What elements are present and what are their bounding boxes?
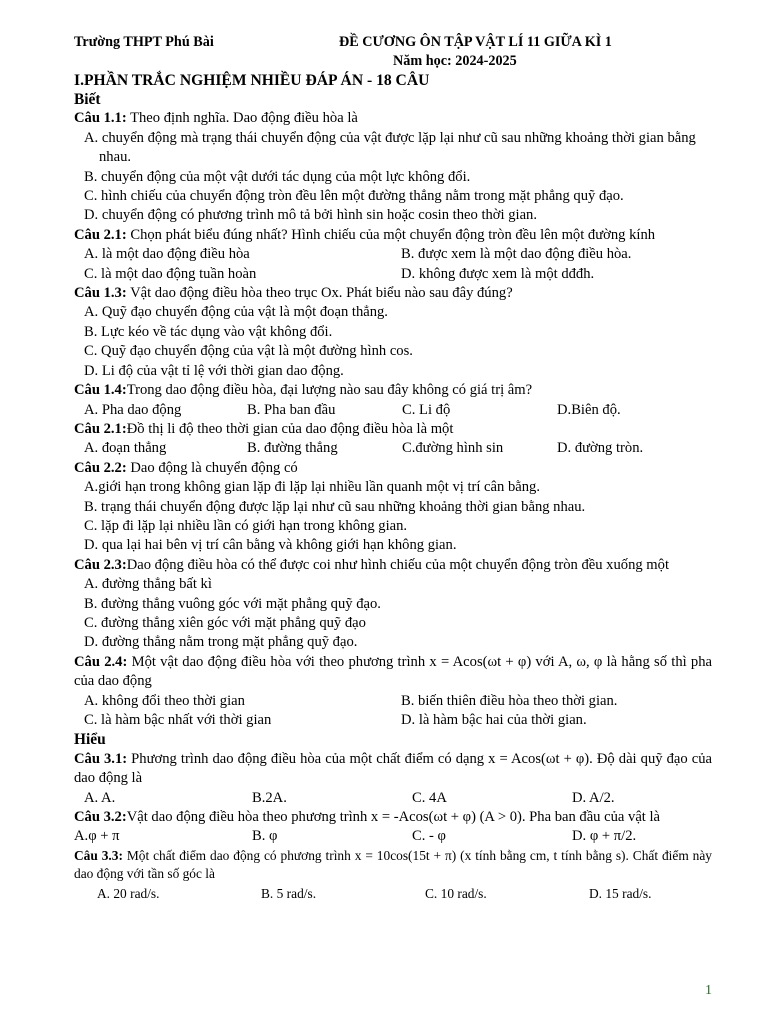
question-text: Đồ thị li độ theo thời gian của dao động điều hòa là một <box>126 420 454 437</box>
question-label: Câu 3.3: <box>74 847 123 863</box>
question-label: Câu 1.3: <box>74 285 127 302</box>
answer-option: D. Li độ của vật tỉ lệ với thời gian dao động. <box>84 362 344 379</box>
question <box>74 847 712 883</box>
question <box>74 459 712 478</box>
question-text: Một chất điểm dao động có phương trình x = 10cos(15t + π) (x tính bằng cm, t tính bằng s). Chất điểm này dao động với tần số góc là <box>74 847 712 881</box>
answer-option: C. hình chiếu của chuyển động tròn đều lên một đường thẳng nằm trong mặt phẳng quỹ đạo. <box>84 188 624 205</box>
answer-option: B. đường thẳng vuông góc với mặt phẳng quỹ đạo. <box>84 595 381 612</box>
question-label: Câu 1.1: <box>74 110 127 127</box>
question-text: Vật dao động điều hòa theo trục Ox. Phát biểu nào sau đây đúng? <box>126 285 513 302</box>
answer-option: D.Biên độ. <box>557 401 621 418</box>
answer-row <box>74 692 712 711</box>
answer-option: D. đường thẳng nằm trong mặt phẳng quỹ đạo. <box>84 634 358 651</box>
answer-option: B. φ <box>252 828 278 845</box>
answer-option: C. - φ <box>412 828 446 845</box>
question <box>74 226 712 245</box>
answer-option: C. 10 rad/s. <box>425 885 487 901</box>
answer-option: B. Pha ban đầu <box>247 401 336 418</box>
answer-option: B. Lực kéo về tác dụng vào vật không đổi. <box>84 323 333 340</box>
answer-option: C. Quỹ đạo chuyển động của vật là một đường hình cos. <box>84 343 413 360</box>
answer-option: C. 4A <box>412 789 447 806</box>
answer-option: A. A. <box>84 789 116 806</box>
question-text: Dao động là chuyển động có <box>126 459 298 476</box>
answer-option: A. đường thẳng bất kì <box>84 576 212 593</box>
question-label: Câu 2.4: <box>74 653 128 670</box>
answer-option: A.giới hạn trong không gian lặp đi lặp lại nhiều lần quanh một vị trí cân bằng. <box>84 479 540 496</box>
document-page <box>74 33 712 905</box>
question <box>74 808 712 827</box>
answer-option: C. Li độ <box>402 401 451 418</box>
answer-option: C. là hàm bậc nhất với thời gian <box>84 712 272 728</box>
answer-option: A. 20 rad/s. <box>97 885 160 901</box>
answer-option: C. lặp đi lặp lại nhiều lần có giới hạn trong không gian. <box>84 517 408 534</box>
answer-option: D. A/2. <box>572 789 615 806</box>
answer-option: B. trạng thái chuyển động được lặp lại như cũ sau những khoảng thời gian bằng nhau. <box>84 498 586 515</box>
question-label: Câu 3.2: <box>74 809 127 826</box>
question <box>74 420 712 439</box>
answer-option: D. 15 rad/s. <box>589 885 652 901</box>
level-heading-biet: Biết <box>74 91 101 108</box>
question <box>74 750 712 789</box>
answer-row <box>74 711 712 730</box>
answer-option: A. Quỹ đạo chuyển động của vật là một đoạn thẳng. <box>84 304 388 321</box>
answer-option: D. chuyển động có phương trình mô tả bởi hình sin hoặc cosin theo thời gian. <box>84 207 537 224</box>
answer-row <box>74 827 712 846</box>
answer-option: A. không đổi theo thời gian <box>84 692 245 709</box>
answer-row <box>74 245 712 264</box>
answer-option: A. Pha dao động <box>84 401 182 418</box>
answer-option: B. đường thẳng <box>247 440 338 457</box>
answer-option: D. đường tròn. <box>557 440 644 457</box>
question-label: Câu 2.3: <box>74 556 127 573</box>
question <box>74 556 712 575</box>
question-text: Phương trình dao động điều hòa của một chất điểm có dạng x = Acos(ωt + φ). Độ dài quỹ đạo của dao động là <box>74 750 713 787</box>
question-text: Chọn phát biểu đúng nhất? Hình chiếu của một chuyển động tròn đều lên một đường kính <box>126 226 656 243</box>
answer-option: D. qua lại hai bên vị trí cân bằng và không giới hạn không gian. <box>84 537 457 554</box>
question-text: Vật dao động điều hòa theo phương trình x = -Acos(ωt + φ) (A > 0). Pha ban đầu của vật là <box>126 809 661 826</box>
question-label: Câu 2.1: <box>74 420 127 437</box>
answer-option: B.2A. <box>252 789 287 806</box>
answer-option: D. là hàm bậc hai của thời gian. <box>401 712 587 728</box>
answer-row <box>74 439 712 458</box>
answer-option: C. đường thẳng xiên góc với mặt phẳng quỹ đạo <box>84 614 366 631</box>
section-title: I.PHẦN TRẮC NGHIỆM NHIỀU ĐÁP ÁN - 18 CÂU <box>74 72 430 89</box>
answer-option: C. là một dao động tuần hoàn <box>84 265 257 282</box>
level-heading-hieu: Hiểu <box>74 731 106 749</box>
answer-option: B. được xem là một dao động điều hòa. <box>401 246 632 263</box>
answer-option: B. chuyển động của một vật dưới tác dụng của một lực không đổi. <box>84 168 471 185</box>
question-label: Câu 3.1: <box>74 750 128 767</box>
answer-row <box>74 265 712 284</box>
answer-row <box>74 883 712 905</box>
question-text: Theo định nghĩa. Dao động điều hòa là <box>126 110 358 127</box>
answer-row <box>74 789 712 808</box>
question-label: Câu 2.1: <box>74 226 127 243</box>
answer-option: A. là một dao động điều hòa <box>84 246 250 263</box>
answer-row <box>74 401 712 420</box>
question-label: Câu 1.4: <box>74 382 127 399</box>
question-text: Trong dao động điều hòa, đại lượng nào sau đây không có giá trị âm? <box>126 382 533 399</box>
document-title: ĐỀ CƯƠNG ÔN TẬP VẬT LÍ 11 GIỮA KÌ 1 <box>339 34 612 50</box>
school-year: Năm học: 2024-2025 <box>393 53 517 69</box>
answer-option: A.φ + π <box>74 828 120 845</box>
school-name: Trường THPT Phú Bài <box>74 34 214 50</box>
answer-option: A. chuyển động mà trạng thái chuyển động của vật được lặp lại như cũ sau những khoảng thời gian bằng nhau. <box>84 129 696 166</box>
answer-option: D. không được xem là một dđđh. <box>401 265 595 282</box>
question-text: Dao động điều hòa có thể được coi như hình chiếu của một chuyển động tròn đều xuống một <box>126 556 670 573</box>
answer-option: B. 5 rad/s. <box>261 885 317 901</box>
question-label: Câu 2.2: <box>74 459 127 476</box>
answer-option: C.đường hình sin <box>402 440 504 457</box>
question <box>74 381 712 400</box>
answer-option: B. biến thiên điều hòa theo thời gian. <box>401 692 618 709</box>
document-header <box>74 33 712 52</box>
question <box>74 284 712 303</box>
question <box>74 109 712 128</box>
page-number: 1 <box>705 983 712 998</box>
question-text: Một vật dao động điều hòa với theo phương trình x = Acos(ωt + φ) với A, ω, φ là hằng số thì pha của dao động <box>74 653 713 690</box>
answer-option: D. φ + π/2. <box>572 828 637 845</box>
question <box>74 653 712 692</box>
answer-option: A. đoạn thẳng <box>84 440 167 457</box>
